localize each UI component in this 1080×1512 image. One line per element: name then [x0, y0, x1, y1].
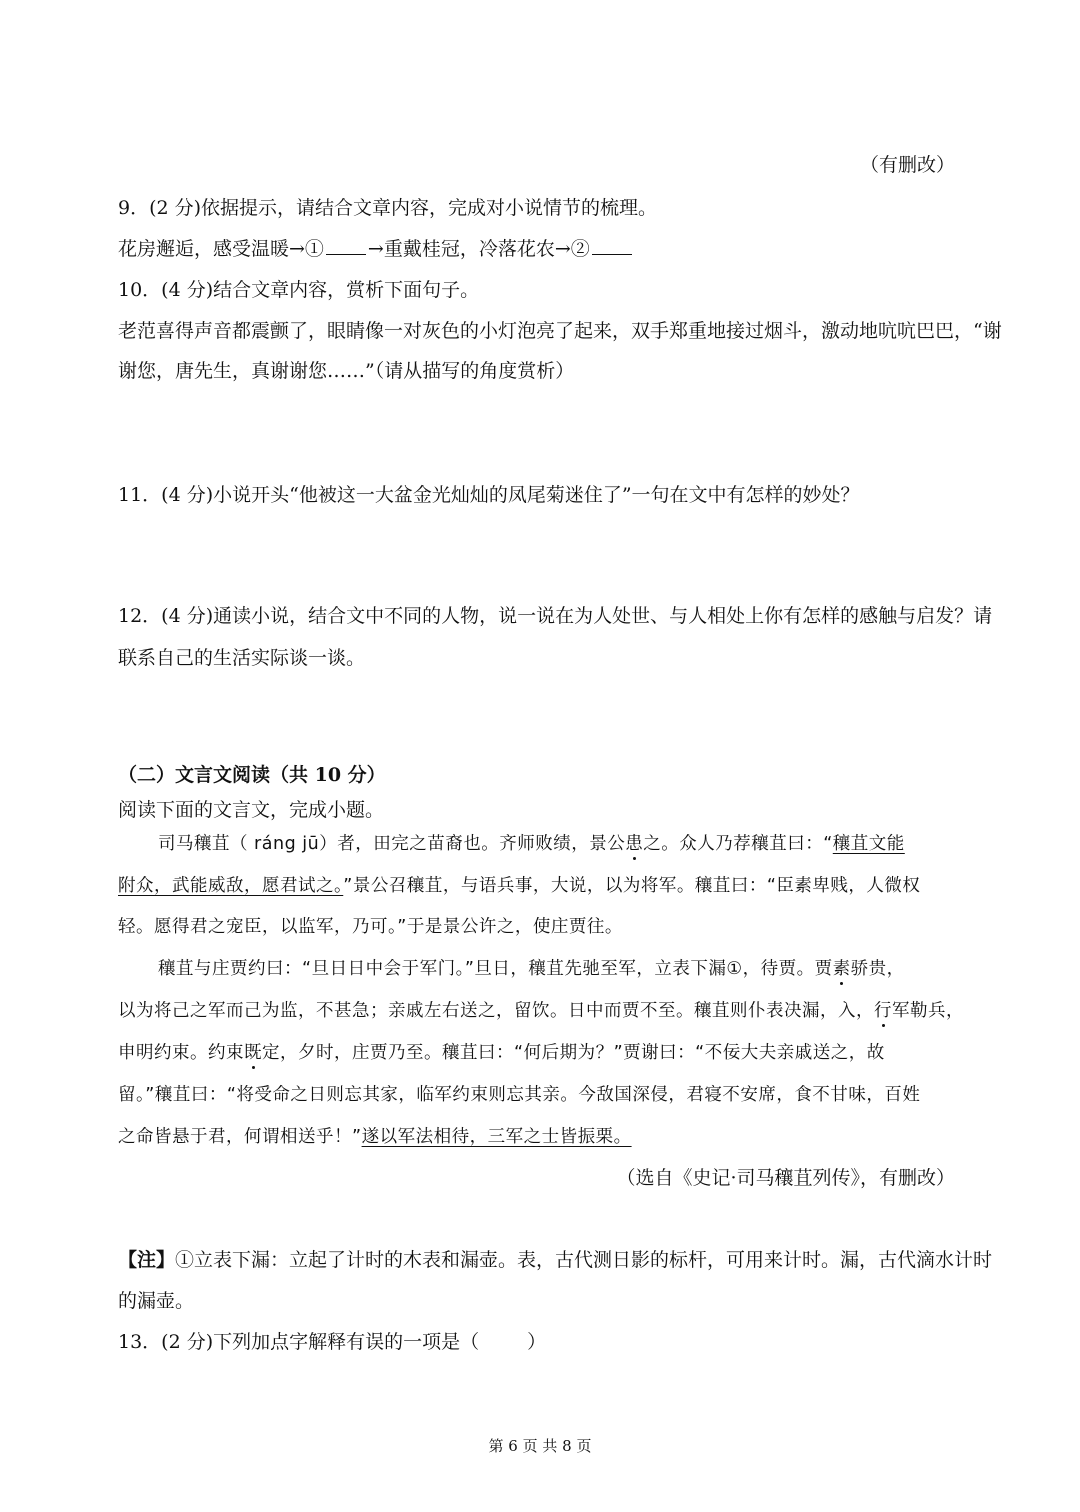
note-line-2: 的漏壶。 — [118, 1290, 195, 1312]
passage-p1-line-2 — [118, 873, 920, 899]
note-line-1 — [118, 1247, 992, 1273]
dotted-char-su: 素 — [832, 959, 851, 979]
question-12-line-2: 联系自己的生活实际谈一谈。 — [118, 647, 366, 669]
passage-text: 申明约束。约束 — [118, 1043, 244, 1063]
section-2-heading: （二）文言文阅读（共 10 分） — [118, 764, 386, 786]
answer-blank-2[interactable] — [592, 236, 632, 255]
plot-chain-part-1: 花房邂逅，感受温暖→① — [118, 238, 324, 260]
question-11-title: 11．(4 分)小说开头“他被这一大盆金光灿灿的凤尾菊迷住了”一句在文中有怎样的妙处？ — [118, 484, 860, 506]
passage-text: 之命皆悬于君，何谓相送乎！” — [118, 1127, 362, 1147]
passage-text: 司马穰苴（ ráng jū）者，田完之苗裔也。齐师败绩，景公 — [158, 834, 626, 854]
passage-p2-line-5 — [118, 1124, 632, 1150]
question-10-title: 10．(4 分)结合文章内容，赏析下面句子。 — [118, 279, 480, 301]
question-12-line-1: 12．(4 分)通读小说，结合文中不同的人物，说一说在为人处世、与人相处上你有怎样的感触与启发？请 — [118, 605, 993, 627]
note-text: ①立表下漏：立起了计时的木表和漏壶。表，古代测日影的标杆，可用来计时。漏，古代滴水计时 — [175, 1249, 993, 1271]
note-label: 【注】 — [118, 1249, 176, 1271]
question-13-close: ） — [527, 1331, 547, 1353]
plot-chain-part-2: →重戴桂冠，冷落花农→② — [367, 238, 590, 260]
question-10-quote-line-2: 谢您，唐先生，真谢谢您……”（请从描写的角度赏析） — [118, 360, 575, 382]
passage-text: 定，夕时，庄贾乃至。穰苴曰：“何后期为？”贾谢曰：“不佞大夫亲戚送之，故 — [262, 1043, 885, 1063]
underlined-sentence: 遂以军法相待，三军之士皆振栗。 — [361, 1127, 632, 1147]
passage-text: ”景公召穰苴，与语兵事，大说，以为将军。穰苴曰：“臣素卑贱，人微权 — [343, 876, 921, 896]
passage-text: 军勒兵， — [892, 1001, 964, 1021]
question-9-title: 9．(2 分)依据提示，请结合文章内容，完成对小说情节的梳理。 — [118, 197, 658, 219]
passage-text: 之。众人乃荐穰苴曰：“ — [643, 834, 833, 854]
passage-text: 以为将己之军而己为监，不甚急；亲戚左右送之，留饮。日中而贾不至。穰苴则仆表决漏，入， — [118, 1001, 874, 1021]
passage-p2-line-1 — [158, 956, 905, 982]
source-citation: （选自《史记·司马穰苴列传》，有删改） — [616, 1167, 955, 1189]
dotted-char-ji: 既 — [244, 1043, 262, 1063]
underlined-sentence: 穰苴文能 — [832, 834, 905, 854]
question-13-text: 13．(2 分)下列加点字解释有误的一项是（ — [118, 1331, 480, 1353]
question-9-plot-chain — [118, 236, 634, 262]
page-footer: 第 6 页 共 8 页 — [488, 1437, 592, 1455]
passage-text: 骄贵， — [850, 959, 905, 979]
passage-p1-line-3: 轻。愿得君之宠臣，以监军，乃可。”于是景公许之，使庄贾往。 — [118, 917, 623, 937]
question-10-quote-line-1: 老范喜得声音都震颤了，眼睛像一对灰色的小灯泡亮了起来，双手郑重地接过烟斗，激动地吭吭巴巴，“谢 — [118, 320, 1002, 342]
dotted-char-huan: 患 — [625, 834, 644, 854]
dotted-char-xing: 行 — [874, 1001, 892, 1021]
question-13-title — [118, 1329, 546, 1355]
passage-p2-line-3 — [118, 1040, 885, 1066]
passage-p2-line-4: 留。”穰苴曰：“将受命之日则忘其家，临军约束则忘其亲。今敌国深侵，君寝不安席，食不甘味，百姓 — [118, 1085, 921, 1105]
passage-p1-line-1 — [158, 831, 905, 857]
answer-blank-1[interactable] — [326, 236, 366, 255]
passage-p2-line-2 — [118, 998, 964, 1024]
underlined-sentence: 附众，武能威敌，愿君试之。 — [118, 876, 344, 896]
section-2-instruction: 阅读下面的文言文，完成小题。 — [118, 799, 385, 821]
passage-text: 穰苴与庄贾约曰：“旦日日中会于军门。”旦日，穰苴先驰至军，立表下漏①，待贾。贾 — [158, 959, 833, 979]
source-note-top: （有删改） — [859, 154, 955, 176]
